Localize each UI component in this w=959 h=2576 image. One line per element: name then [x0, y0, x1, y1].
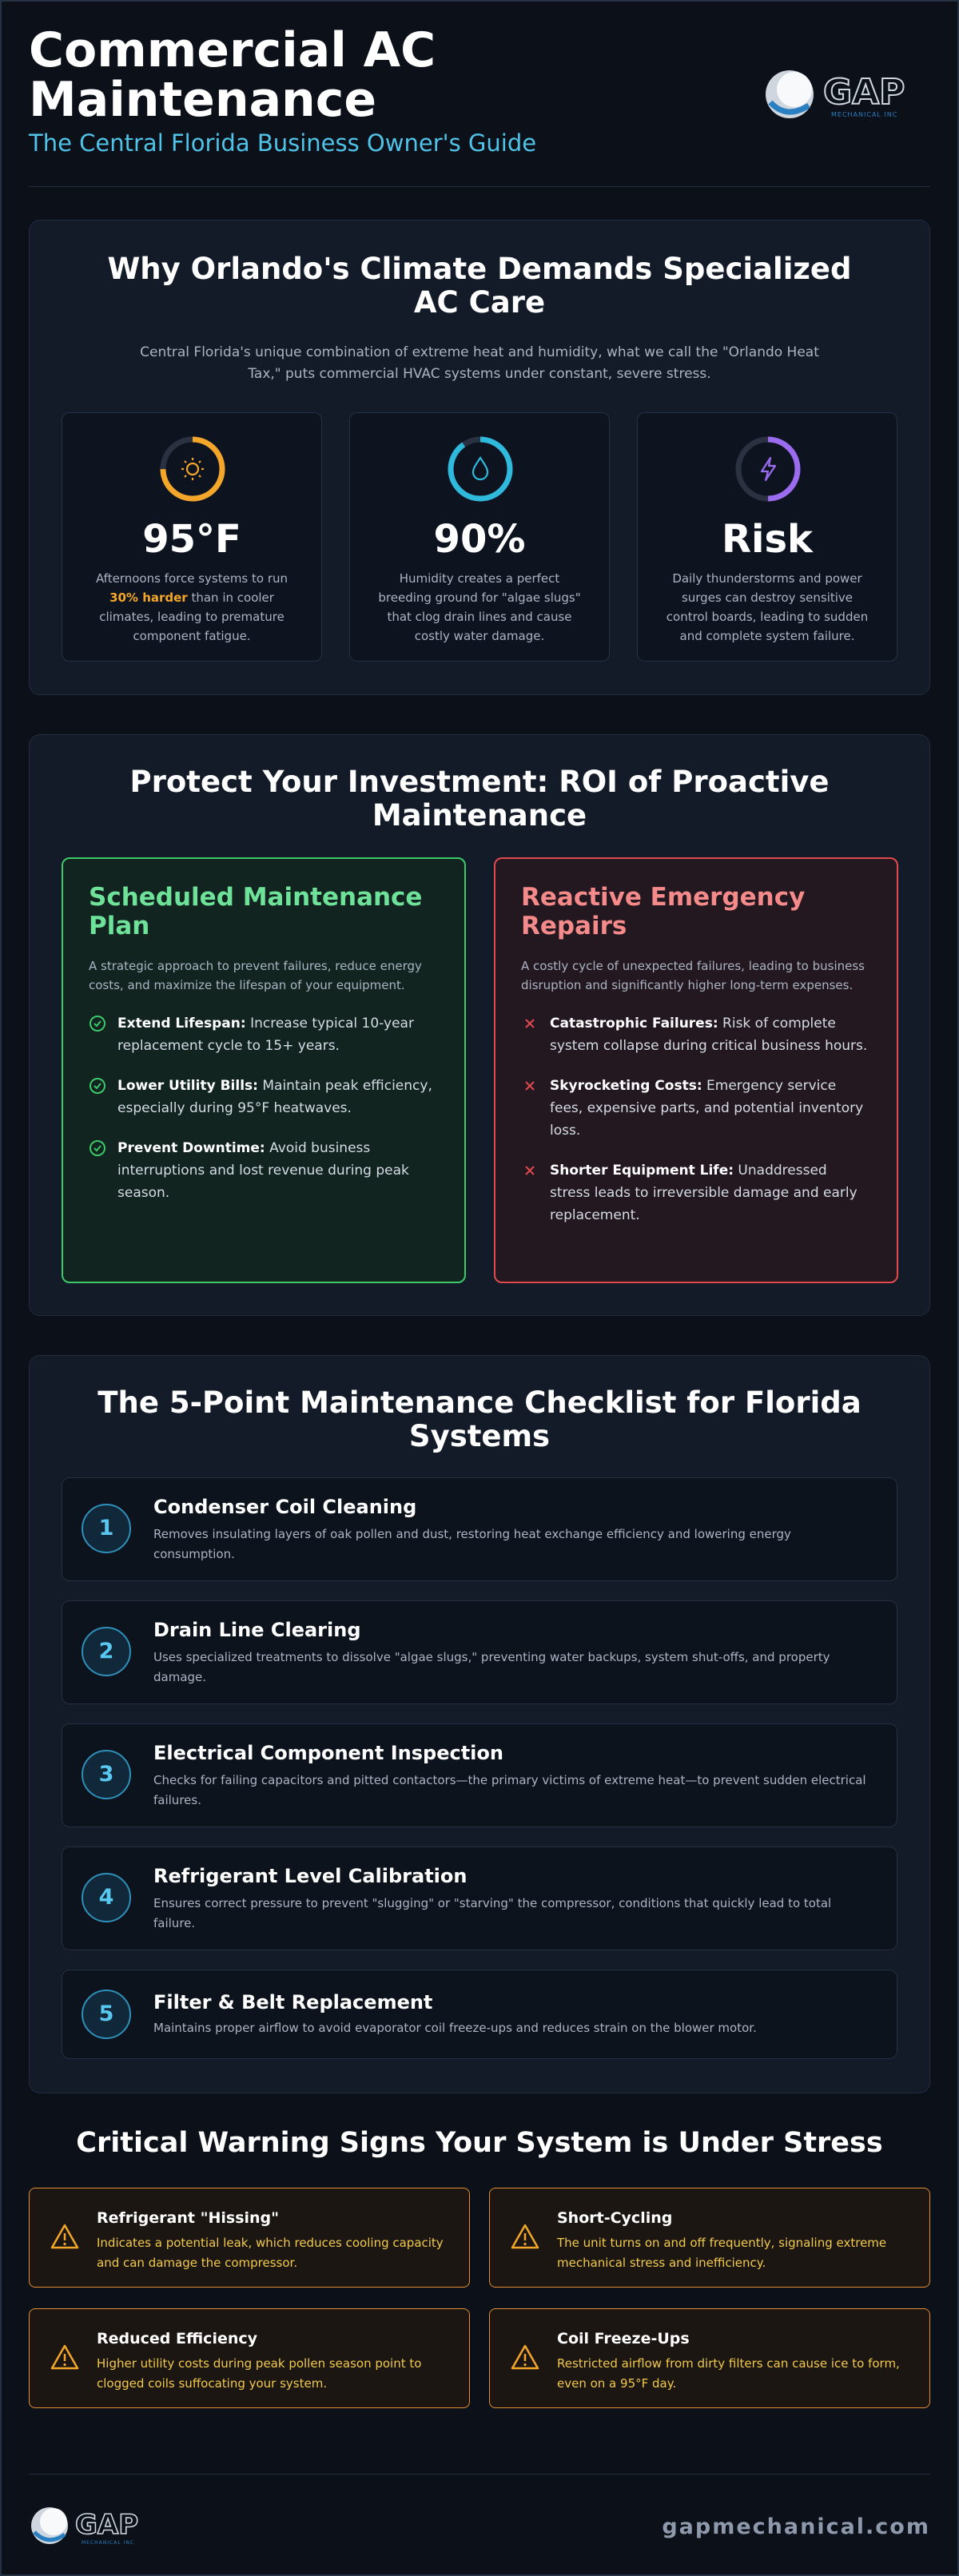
step-number: 3 [82, 1750, 131, 1799]
check-circle-icon [89, 1015, 106, 1032]
header [29, 2, 930, 187]
footer [29, 2474, 930, 2576]
stat-card-humidity [349, 412, 610, 662]
warnings-title: Critical Warning Signs Your System is Under Stress [76, 2127, 883, 2159]
benefit-item: Prevent Downtime: Avoid business interruptions and lost revenue during peak season. [89, 1137, 439, 1204]
check-circle-icon [89, 1077, 106, 1095]
step-title: Refrigerant Level Calibration [153, 1865, 468, 1887]
reactive-repairs-card [494, 857, 898, 1283]
stat-card-heat [62, 412, 322, 662]
warning-triangle-icon [509, 2341, 541, 2373]
check-circle-icon [89, 1139, 106, 1157]
x-mark-icon [521, 1077, 539, 1095]
warning-title: Coil Freeze-Ups [557, 2330, 690, 2347]
step-title: Condenser Coil Cleaning [153, 1496, 417, 1518]
page-title: Commercial AC Maintenance [29, 22, 436, 128]
stat-desc-humidity: Humidity creates a perfect breeding ground for "algae slugs" that clog drain lines and cause costly water damage. [378, 571, 581, 643]
water-drop-icon [473, 458, 487, 479]
warning-triangle-icon [509, 2220, 541, 2252]
x-mark-icon [521, 1015, 539, 1032]
scheduled-plan-title: Scheduled Maintenance Plan [89, 883, 423, 940]
lightning-icon [762, 458, 775, 480]
warning-card [29, 2188, 470, 2288]
climate-intro: Central Florida's unique combination of extreme heat and humidity, what we call the "Orlando Heat Tax," puts commercial HVAC systems under constant, severe stress. [140, 344, 819, 382]
stat-value-risk: Risk [722, 517, 813, 562]
reactive-repairs-title: Reactive Emergency Repairs [521, 883, 806, 940]
warning-title: Short-Cycling [557, 2209, 673, 2227]
climate-panel [29, 220, 930, 695]
heat-ring-icon [159, 435, 226, 503]
step-desc: Maintains proper airflow to avoid evaporator coil freeze-ups and reduces strain on the blower motor. [153, 2021, 757, 2035]
page-subtitle: The Central Florida Business Owner's Guide [29, 129, 537, 157]
warning-triangle-icon [49, 2220, 81, 2252]
checklist-panel [29, 1355, 930, 2093]
step-title: Drain Line Clearing [153, 1619, 361, 1641]
warning-title: Reduced Efficiency [97, 2330, 258, 2347]
warning-desc: The unit turns on and off frequently, signaling extreme mechanical stress and inefficiency. [557, 2236, 887, 2270]
risk-item: Skyrocketing Costs: Emergency service fees, expensive parts, and potential inventory loss. [521, 1075, 871, 1142]
x-mark-icon [521, 1162, 539, 1179]
gap-mechanical-logo [762, 64, 930, 125]
climate-title: Why Orlando's Climate Demands Specialized AC Care [107, 252, 852, 320]
logo-text: GAP [823, 72, 905, 113]
warning-desc: Restricted airflow from dirty filters can cause ice to form, even on a 95°F day. [557, 2356, 900, 2391]
reactive-repairs-desc: A costly cycle of unexpected failures, leading to business disruption and significantly higher long-term expenses. [521, 959, 865, 992]
warning-triangle-icon [49, 2341, 81, 2373]
website-link[interactable]: gapmechanical.com [662, 2514, 930, 2539]
step-title: Filter & Belt Replacement [153, 1991, 433, 2013]
roi-panel [29, 734, 930, 1316]
risk-item: Shorter Equipment Life: Unaddressed stress leads to irreversible damage and early replacement. [521, 1159, 871, 1226]
checklist-item [62, 1723, 897, 1827]
checklist-item [62, 1600, 897, 1704]
step-title: Electrical Component Inspection [153, 1742, 503, 1764]
warning-card [489, 2308, 930, 2408]
step-number: 1 [82, 1504, 131, 1553]
footer-logo-text: GAP [75, 2509, 139, 2541]
step-number: 4 [82, 1873, 131, 1922]
stat-value-heat: 95°F [142, 517, 241, 562]
risk-ring-icon [734, 435, 802, 503]
step-number: 2 [82, 1627, 131, 1676]
checklist-item [62, 1970, 897, 2059]
stat-desc-heat: Afternoons force systems to run 30% harder than in cooler climates, leading to premature component fatigue. [95, 571, 288, 643]
stat-highlight: 30% harder [109, 590, 188, 605]
warning-desc: Higher utility costs during peak pollen season point to clogged coils suffocating your system. [97, 2356, 422, 2391]
checklist-title: The 5-Point Maintenance Checklist for Florida Systems [97, 1385, 862, 1453]
step-desc: Checks for failing capacitors and pitted contactors—the primary victims of extreme heat—to prevent sudden electrical failures. [153, 1773, 866, 1807]
benefit-item: Extend Lifespan: Increase typical 10-year replacement cycle to 15+ years. [89, 1012, 439, 1057]
step-desc: Ensures correct pressure to prevent "slugging" or "starving" the compressor, conditions that quickly lead to total failure. [153, 1896, 832, 1930]
warning-card [29, 2308, 470, 2408]
stat-value-humidity: 90% [433, 517, 526, 562]
checklist-item [62, 1477, 897, 1581]
risk-item: Catastrophic Failures: Risk of complete system collapse during critical business hours. [521, 1012, 871, 1057]
warning-desc: Indicates a potential leak, which reduces cooling capacity and can damage the compressor. [97, 2236, 444, 2270]
sun-icon [181, 458, 204, 480]
stat-card-risk [637, 412, 897, 662]
scheduled-plan-desc: A strategic approach to prevent failures, reduce energy costs, and maximize the lifespan of your equipment. [89, 959, 422, 992]
step-desc: Uses specialized treatments to dissolve "algae slugs," preventing water backups, system shut-offs, and property damage. [153, 1650, 830, 1684]
checklist-item [62, 1847, 897, 1950]
footer-logo-subtext: MECHANICAL INC [82, 2540, 135, 2546]
scheduled-plan-card [62, 857, 466, 1283]
humidity-ring-icon [447, 435, 514, 503]
benefit-item: Lower Utility Bills: Maintain peak efficiency, especially during 95°F heatwaves. [89, 1075, 439, 1119]
stat-desc-risk: Daily thunderstorms and power surges can destroy sensitive control boards, leading to sudden and complete system failure. [666, 571, 869, 643]
warning-title: Refrigerant "Hissing" [97, 2209, 280, 2227]
roi-title: Protect Your Investment: ROI of Proactive Maintenance [129, 765, 830, 833]
footer-logo [29, 2502, 163, 2550]
step-number: 5 [82, 1990, 131, 2039]
step-desc: Removes insulating layers of oak pollen and dust, restoring heat exchange efficiency and lowering energy consumption. [153, 1527, 791, 1561]
warning-card [489, 2188, 930, 2288]
logo-subtext: MECHANICAL INC [831, 111, 898, 118]
